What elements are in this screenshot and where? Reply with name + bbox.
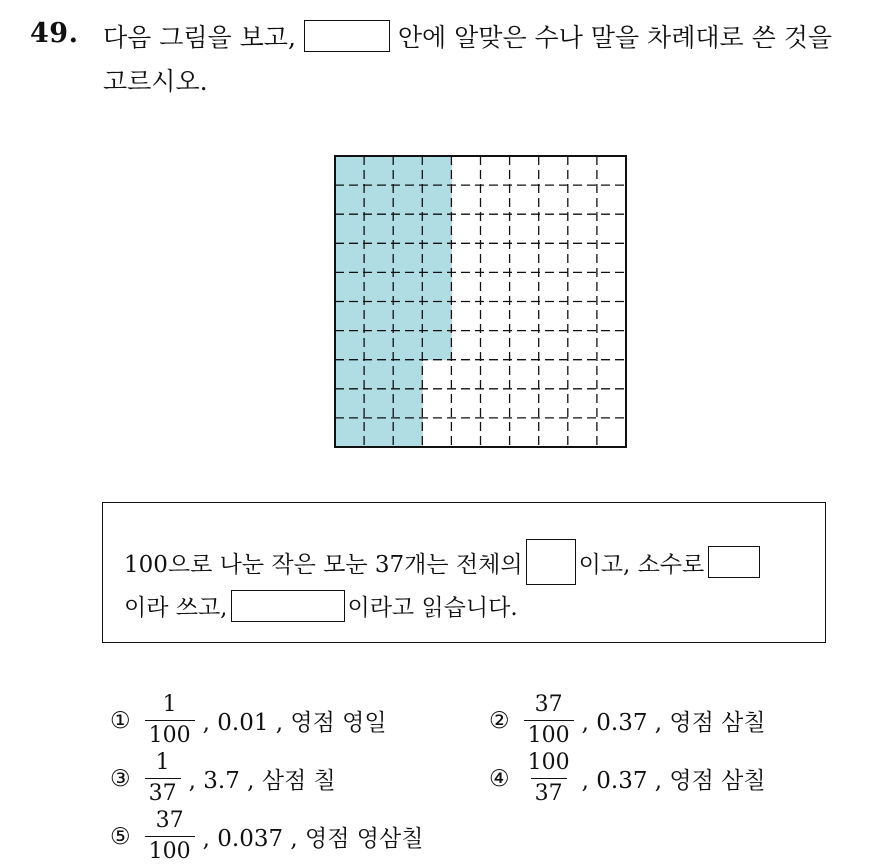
info-text-2b: 이라고 읽습니다. — [347, 595, 518, 621]
shaded-cell — [364, 418, 394, 448]
question-line-1 — [103, 18, 832, 54]
shaded-cell — [335, 389, 365, 419]
shaded-cell — [393, 331, 423, 361]
option-text: , 0.37 , 영점 삼칠 — [581, 710, 766, 736]
option-fraction — [145, 810, 195, 863]
option-1[interactable] — [110, 694, 387, 747]
info-text-2a: 이라 쓰고, — [124, 595, 228, 621]
info-line-1 — [124, 539, 760, 585]
shaded-cell — [422, 156, 452, 186]
shaded-cell — [393, 389, 423, 419]
info-text-1a: 100으로 나눈 작은 모눈 37개는 전체의 — [124, 551, 523, 578]
shaded-cell — [393, 185, 423, 215]
shaded-cell — [364, 156, 394, 186]
fraction-blank — [526, 539, 576, 585]
option-text: , 0.37 , 영점 삼칠 — [581, 768, 766, 794]
shaded-cell — [335, 360, 365, 390]
shaded-cell — [422, 302, 452, 332]
fraction-denominator: 37 — [531, 778, 567, 805]
shaded-cell — [364, 272, 394, 302]
option-marker: ① — [110, 707, 131, 734]
option-marker: ④ — [489, 765, 510, 792]
question-number: 49. — [30, 18, 79, 49]
answer-blank — [304, 20, 390, 52]
question-text-after-blank: 안에 알맞은 수나 말을 차례대로 쓴 것을 — [397, 23, 832, 52]
shaded-cell — [364, 185, 394, 215]
shaded-cell — [422, 185, 452, 215]
option-2[interactable] — [489, 694, 766, 747]
fraction-denominator: 100 — [524, 720, 574, 747]
fraction-numerator: 37 — [155, 808, 184, 833]
decimal-blank — [708, 546, 760, 578]
info-text-1b: 이고, 소수로 — [578, 551, 705, 578]
info-box — [102, 502, 826, 643]
shaded-cell — [393, 302, 423, 332]
shaded-cell — [393, 360, 423, 390]
info-line-2 — [124, 589, 518, 622]
shaded-cell — [422, 331, 452, 361]
option-marker: ⑤ — [110, 823, 131, 850]
option-fraction — [145, 694, 195, 747]
fraction-denominator: 100 — [145, 720, 195, 747]
shaded-cell — [335, 331, 365, 361]
shaded-cell — [335, 272, 365, 302]
reading-blank — [231, 590, 345, 622]
question-line-2: 고르시오. — [103, 67, 208, 96]
fraction-numerator: 100 — [527, 750, 570, 775]
option-3[interactable] — [110, 752, 336, 805]
shaded-cell — [335, 156, 365, 186]
shaded-cell — [364, 302, 394, 332]
shaded-cell — [393, 214, 423, 244]
option-fraction — [145, 752, 181, 805]
shaded-cell — [335, 214, 365, 244]
shaded-cell — [422, 214, 452, 244]
hundred-grid-svg — [334, 155, 627, 448]
shaded-cell — [393, 272, 423, 302]
shaded-cell — [364, 243, 394, 273]
shaded-cell — [335, 302, 365, 332]
shaded-cell — [364, 360, 394, 390]
shaded-cell — [335, 243, 365, 273]
fraction-denominator: 100 — [145, 836, 195, 863]
option-marker: ③ — [110, 765, 131, 792]
shaded-cell — [364, 389, 394, 419]
shaded-cell — [393, 243, 423, 273]
shaded-cell — [335, 185, 365, 215]
hundred-grid — [334, 155, 627, 448]
fraction-numerator: 37 — [534, 692, 563, 717]
question-text-before-blank: 다음 그림을 보고, — [103, 23, 296, 52]
shaded-cell — [422, 243, 452, 273]
option-marker: ② — [489, 707, 510, 734]
shaded-cell — [393, 156, 423, 186]
fraction-denominator: 37 — [145, 778, 181, 805]
option-text: , 0.037 , 영점 영삼칠 — [202, 826, 424, 852]
option-text: , 0.01 , 영점 영일 — [202, 710, 387, 736]
option-text: , 3.7 , 삼점 칠 — [188, 768, 336, 794]
fraction-numerator: 1 — [155, 750, 170, 775]
option-fraction — [524, 694, 574, 747]
shaded-cell — [393, 418, 423, 448]
fraction-numerator: 1 — [162, 692, 177, 717]
shaded-cell — [364, 331, 394, 361]
shaded-cell — [364, 214, 394, 244]
shaded-cell — [422, 272, 452, 302]
option-fraction — [524, 752, 574, 805]
option-5[interactable] — [110, 810, 423, 863]
option-4[interactable] — [489, 752, 766, 805]
shaded-cell — [335, 418, 365, 448]
